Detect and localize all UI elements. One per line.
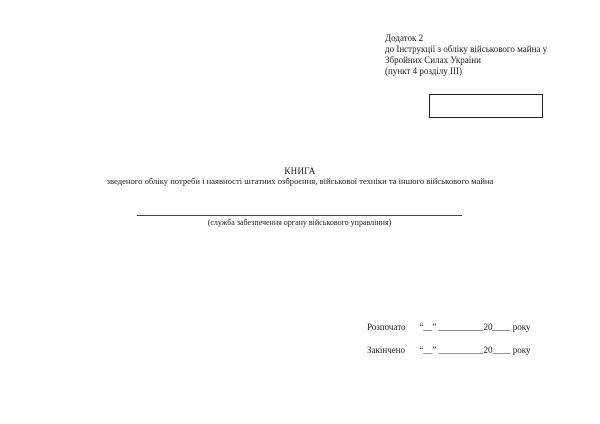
appendix-clause: (пункт 4 розділу ІІІ) bbox=[385, 66, 463, 76]
started-label: Розпочато bbox=[367, 322, 406, 332]
finished-label: Закінчено bbox=[367, 345, 406, 355]
appendix-title: Додаток 2 bbox=[385, 33, 424, 43]
registration-number-box bbox=[429, 94, 543, 118]
service-caption: (служба забезпечення органу військового управління) bbox=[207, 218, 392, 227]
finished-date-blank: “__” __________20____ року bbox=[419, 345, 531, 355]
appendix-reference-line: до Інструкції з обліку військового майна у bbox=[385, 44, 548, 54]
finished-date-row bbox=[367, 345, 530, 356]
service-name-blank-line bbox=[137, 215, 462, 216]
started-date-row bbox=[367, 322, 530, 333]
book-subtitle: зведеного обліку потреби і наявності штатних озброєння, військової техніки та іншого військового майна bbox=[106, 176, 494, 186]
started-date-blank: “__” __________20____ року bbox=[419, 322, 531, 332]
appendix-header bbox=[385, 33, 595, 77]
book-title: КНИГА bbox=[284, 166, 316, 176]
appendix-reference-line: Збройних Силах України bbox=[385, 55, 481, 65]
